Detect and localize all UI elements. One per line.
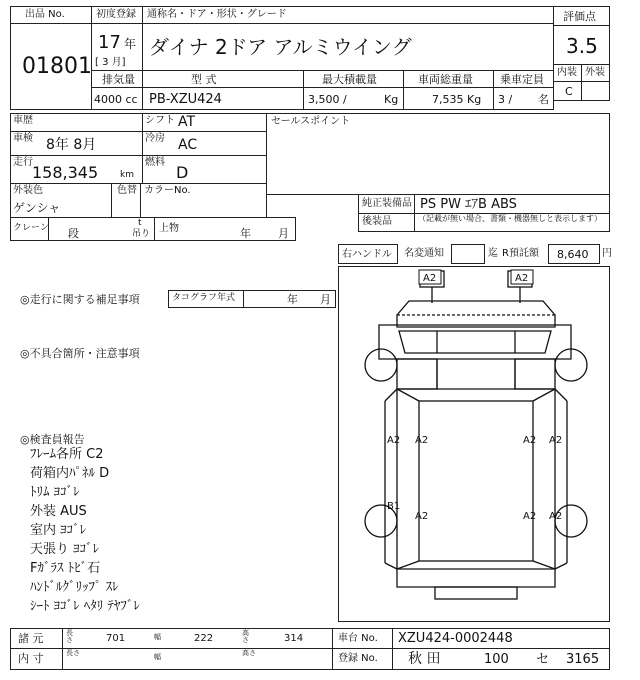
capacity-label: 乗車定員 bbox=[500, 73, 544, 86]
capacity-cell bbox=[493, 87, 554, 110]
damage-mark: A2 bbox=[523, 511, 537, 522]
interior-label-cell bbox=[553, 64, 582, 82]
upper-label: 上物 bbox=[159, 223, 179, 234]
chassis-value: XZU424-0002448 bbox=[398, 631, 513, 646]
damage-mark: A2 bbox=[549, 435, 563, 446]
inner-dims-label: 内 寸 bbox=[18, 652, 44, 665]
registration-label: 登録 No. bbox=[338, 653, 378, 664]
recycle-box bbox=[548, 244, 600, 264]
interior-label: 内装 bbox=[557, 67, 577, 78]
chassis-label: 車台 No. bbox=[338, 633, 378, 644]
model-cell bbox=[142, 87, 304, 110]
driving-notes-title: ◎走行に関する補足事項 bbox=[20, 293, 140, 306]
handle-value: 右ハンドル bbox=[342, 249, 392, 260]
name-label-cell bbox=[142, 6, 554, 24]
fuel-label: 燃料 bbox=[145, 157, 165, 168]
name-change-label: 名変通知 bbox=[404, 248, 444, 259]
footer-table bbox=[10, 628, 610, 670]
capacity-label-cell bbox=[493, 70, 554, 88]
first-reg-year: 17 bbox=[98, 32, 121, 53]
inspector-item: ﾌﾚｰﾑ各所 C2 bbox=[30, 447, 104, 462]
registration-area: 秋 田 bbox=[408, 651, 441, 667]
sales-point-label: セールスポイント bbox=[271, 116, 351, 127]
first-reg-cell bbox=[91, 23, 143, 71]
score-label-cell bbox=[553, 6, 610, 26]
damage-mark: A2 bbox=[515, 273, 529, 284]
max-load-unit: Kg bbox=[384, 93, 399, 106]
color-change-label: 色替 bbox=[117, 185, 137, 196]
length-value: 701 bbox=[106, 633, 126, 644]
sales-point-box bbox=[266, 113, 610, 195]
model-value: PB-XZU424 bbox=[149, 92, 222, 107]
capacity-value: 3 / bbox=[498, 93, 513, 106]
height-label: 高さ bbox=[242, 629, 249, 644]
damage-mark: A2 bbox=[423, 273, 437, 284]
first-reg-label-cell bbox=[91, 6, 143, 24]
dims-label: 諸 元 bbox=[18, 632, 44, 645]
damage-mark: B1 bbox=[387, 501, 401, 512]
lot-label-cell bbox=[10, 6, 92, 24]
history-label: 車歴 bbox=[13, 115, 33, 126]
damage-mark: A2 bbox=[387, 435, 401, 446]
registration-class: 100 bbox=[484, 652, 509, 667]
color-label: 外装色 bbox=[13, 185, 43, 196]
inspector-item: ﾊﾝﾄﾞﾙｸﾞﾘｯﾌﾟ ｽﾚ bbox=[30, 580, 119, 595]
upper-month: 月 bbox=[278, 227, 289, 240]
tacho-month: 月 bbox=[320, 293, 331, 306]
car-name-cell bbox=[142, 23, 554, 71]
inspector-item: 天張り ﾖｺﾞﾚ bbox=[30, 542, 100, 557]
recycle-value: 8,640 bbox=[557, 248, 589, 261]
interior-grade: C bbox=[565, 85, 573, 98]
car-name: ダイナ 2ドア アルミウイング bbox=[149, 35, 412, 59]
inspector-item: 外装 AUS bbox=[30, 504, 87, 519]
crane-stage: 段 bbox=[68, 227, 79, 240]
displacement-cell bbox=[91, 87, 143, 110]
registration-kana: セ bbox=[536, 652, 550, 667]
max-load-value: 3,500 / bbox=[308, 93, 347, 106]
exterior-label: 外装 bbox=[585, 67, 605, 78]
displacement-label: 排気量 bbox=[102, 73, 135, 86]
inspector-item: 荷箱内ﾊﾟﾈﾙ D bbox=[30, 466, 110, 481]
capacity-unit: 名 bbox=[538, 93, 549, 106]
cooling-label: 冷房 bbox=[145, 133, 165, 144]
recycle-unit: 円 bbox=[602, 248, 612, 259]
damage-mark: A2 bbox=[523, 435, 537, 446]
crane-ton: t bbox=[138, 218, 142, 228]
interior-grade-cell bbox=[553, 81, 582, 101]
score-value: 3.5 bbox=[566, 34, 598, 58]
name-label: 通称名・ドア・形状・グレード bbox=[147, 9, 287, 20]
mileage-label: 走行 bbox=[13, 157, 33, 168]
color-value: ゲンシャ bbox=[13, 201, 61, 215]
condition-diagram bbox=[338, 266, 610, 622]
recycle-label: R預託額 bbox=[502, 248, 539, 259]
inspector-title: ◎検査員報告 bbox=[20, 433, 85, 446]
gross-weight-label: 車両総重量 bbox=[418, 73, 473, 86]
crane-hang: 吊り bbox=[132, 229, 151, 239]
inspector-item: ﾄﾘﾑ ﾖｺﾞﾚ bbox=[30, 485, 80, 500]
displacement-value: 4000 cc bbox=[94, 93, 138, 106]
mileage-value: 158,345 bbox=[32, 163, 99, 182]
gross-weight-label-cell bbox=[403, 70, 494, 88]
name-change-box bbox=[451, 244, 485, 264]
width-value: 222 bbox=[194, 633, 214, 644]
width-label: 幅 bbox=[154, 633, 161, 641]
exterior-label-cell bbox=[581, 64, 610, 82]
score-cell bbox=[553, 25, 610, 65]
tacho-label: タコグラフ年式 bbox=[172, 293, 236, 303]
model-label-cell bbox=[142, 70, 304, 88]
tacho-year: 年 bbox=[287, 293, 298, 306]
height-value: 314 bbox=[284, 633, 304, 644]
mileage-unit: km bbox=[120, 170, 134, 180]
inspection-value: 8年 8月 bbox=[46, 137, 97, 153]
truck-diagram-icon bbox=[339, 267, 611, 623]
color-number-label: カラーNo. bbox=[144, 185, 191, 196]
max-load-cell bbox=[303, 87, 404, 110]
inspector-item: ｼｰﾄ ﾖｺﾞﾚ ﾍﾀﾘ ﾃﾔﾌﾞﾚ bbox=[30, 599, 140, 614]
damage-mark: A2 bbox=[549, 511, 563, 522]
lot-label: 出品 No. bbox=[25, 9, 65, 20]
handle-cell bbox=[338, 244, 398, 264]
exterior-grade-cell bbox=[581, 81, 610, 101]
damage-mark: A2 bbox=[415, 435, 429, 446]
first-reg-year-unit: 年 bbox=[124, 37, 137, 51]
shift-label: シフト bbox=[145, 115, 175, 126]
shift-value: AT bbox=[178, 114, 196, 130]
crane-row bbox=[10, 217, 296, 241]
inner-length-label: 長さ bbox=[66, 649, 80, 657]
inspector-item: 室内 ﾖｺﾞﾚ bbox=[30, 523, 87, 538]
lot-number: 01801 bbox=[22, 54, 92, 79]
upper-year: 年 bbox=[240, 227, 251, 240]
after-equipment-note: （記載が無い場合、書類・機器無しと表示します） bbox=[418, 214, 602, 223]
damage-mark: A2 bbox=[415, 511, 429, 522]
inner-height-label: 高さ bbox=[242, 649, 256, 657]
score-label: 評価点 bbox=[563, 10, 596, 23]
std-equipment-label: 純正装備品 bbox=[362, 198, 412, 209]
name-change-mark: 迄 bbox=[488, 248, 498, 259]
max-load-label: 最大積載量 bbox=[322, 73, 377, 86]
crane-label: クレーン bbox=[13, 223, 49, 233]
gross-weight-cell bbox=[403, 87, 494, 110]
after-equipment-label: 後装品 bbox=[362, 216, 392, 227]
max-load-label-cell bbox=[303, 70, 404, 88]
cooling-value: AC bbox=[178, 137, 198, 153]
model-label: 型 式 bbox=[191, 73, 217, 86]
inspector-item: Fｶﾞﾗｽ ﾄﾋﾞ石 bbox=[30, 561, 101, 576]
std-equipment-value: PS PW ｴｱB ABS bbox=[420, 197, 517, 212]
inspection-label: 車検 bbox=[13, 133, 33, 144]
fuel-value: D bbox=[176, 163, 189, 182]
length-label: 長さ bbox=[66, 629, 73, 644]
lot-number-cell bbox=[10, 23, 92, 110]
first-reg-label: 初度登録 bbox=[96, 9, 136, 20]
displacement-label-cell bbox=[91, 70, 143, 88]
inner-width-label: 幅 bbox=[154, 653, 161, 661]
registration-number: 3165 bbox=[566, 652, 600, 667]
defect-title: ◎不具合箇所・注意事項 bbox=[20, 347, 140, 360]
gross-weight-value: 7,535 Kg bbox=[432, 93, 482, 106]
first-reg-month: [ 3 月] bbox=[95, 57, 126, 68]
